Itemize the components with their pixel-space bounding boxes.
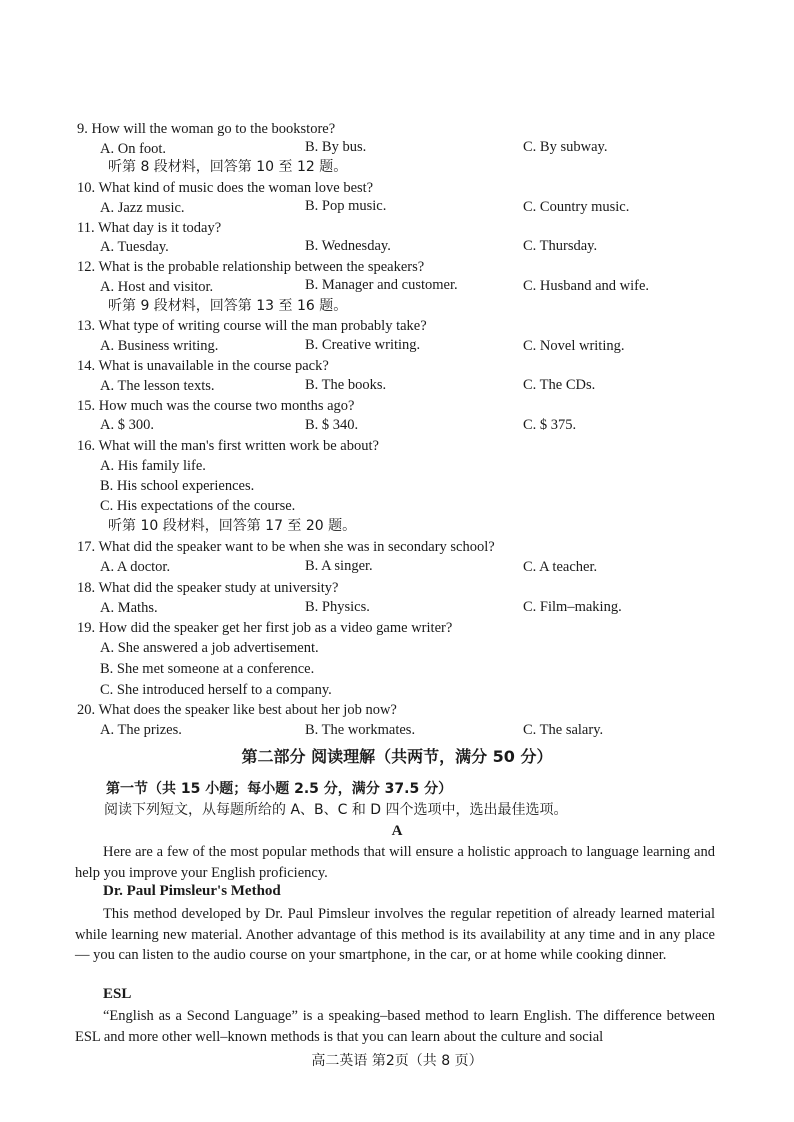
reading-directions: 阅读下列短文，从每题所给的 A、B、C 和 D 四个选项中，选出最佳选项。	[104, 802, 568, 818]
option-15c: C. $ 375.	[523, 417, 577, 433]
passage-paragraph-pimsleur	[75, 904, 715, 966]
option-10b: B. Pop music.	[305, 198, 387, 214]
section1-heading: 第一节（共 15 小题；每小题 2.5 分，满分 37.5 分）	[106, 781, 453, 797]
question-9: 9. How will the woman go to the bookstore?	[77, 121, 336, 137]
option-9a: A. On foot.	[100, 141, 167, 157]
option-19c: C. She introduced herself to a company.	[100, 682, 332, 698]
question-16: 16. What will the man's first written work be about?	[77, 438, 379, 454]
option-20a: A. The prizes.	[100, 722, 182, 738]
option-17c: C. A teacher.	[523, 559, 598, 575]
option-13b: B. Creative writing.	[305, 337, 421, 353]
option-16c: C. His expectations of the course.	[100, 498, 296, 514]
passage-label: A	[391, 823, 403, 839]
option-11b: B. Wednesday.	[305, 238, 391, 254]
option-19a: A. She answered a job advertisement.	[100, 640, 319, 656]
esl-text: “English as a Second Language” is a speaking–based method to learn English. The difference between ESL and more other well–known methods is that you can learn about the culture and social	[75, 1008, 715, 1045]
option-12c: C. Husband and wife.	[523, 278, 650, 294]
instruction-material-9: 听第 9 段材料，回答第 13 至 16 题。	[108, 298, 348, 314]
option-12b: B. Manager and customer.	[305, 277, 458, 293]
question-14: 14. What is unavailable in the course pack?	[77, 358, 329, 374]
passage-paragraph-esl	[75, 1006, 715, 1047]
part2-title: 第二部分 阅读理解（共两节，满分 50 分）	[241, 747, 553, 766]
question-17: 17. What did the speaker want to be when she was in secondary school?	[77, 539, 495, 555]
question-13: 13. What type of writing course will the man probably take?	[77, 318, 427, 334]
option-11a: A. Tuesday.	[100, 239, 169, 255]
option-11c: C. Thursday.	[523, 238, 598, 254]
question-19: 19. How did the speaker get her first job as a video game writer?	[77, 620, 453, 636]
option-9c: C. By subway.	[523, 139, 608, 155]
instruction-material-8: 听第 8 段材料，回答第 10 至 12 题。	[108, 159, 348, 175]
option-9b: B. By bus.	[305, 139, 367, 155]
instruction-material-10: 听第 10 段材料，回答第 17 至 20 题。	[108, 518, 357, 534]
option-18c: C. Film–making.	[523, 599, 622, 615]
option-15a: A. $ 300.	[100, 417, 154, 433]
option-16b: B. His school experiences.	[100, 478, 255, 494]
option-10a: A. Jazz music.	[100, 200, 185, 216]
option-13a: A. Business writing.	[100, 338, 219, 354]
pimsleur-text: This method developed by Dr. Paul Pimsleur involves the regular repetition of already learned material while learning new material. Another advantage of this method is its availability at any time and in any place — you can listen to the audio course on your smartphone, in the car, or at home while cooking dinner.	[75, 906, 715, 963]
option-13c: C. Novel writing.	[523, 338, 625, 354]
option-14a: A. The lesson texts.	[100, 378, 215, 394]
option-20b: B. The workmates.	[305, 722, 416, 738]
question-20: 20. What does the speaker like best about her job now?	[77, 702, 397, 718]
page-footer: 高二英语 第2页（共 8 页）	[311, 1053, 483, 1069]
option-14c: C. The CDs.	[523, 377, 596, 393]
option-20c: C. The salary.	[523, 722, 604, 738]
option-14b: B. The books.	[305, 377, 387, 393]
question-18: 18. What did the speaker study at university?	[77, 580, 339, 596]
option-16a: A. His family life.	[100, 458, 206, 474]
option-18b: B. Physics.	[305, 599, 370, 615]
option-15b: B. $ 340.	[305, 417, 359, 433]
question-11: 11. What day is it today?	[77, 220, 222, 236]
option-12a: A. Host and visitor.	[100, 279, 214, 295]
option-10c: C. Country music.	[523, 199, 630, 215]
option-18a: A. Maths.	[100, 600, 158, 616]
method-heading-esl: ESL	[103, 986, 132, 1002]
option-19b: B. She met someone at a conference.	[100, 661, 315, 677]
question-15: 15. How much was the course two months ago?	[77, 398, 355, 414]
question-12: 12. What is the probable relationship between the speakers?	[77, 259, 425, 275]
passage-intro-text: Here are a few of the most popular methods that will ensure a holistic approach to language learning and help you improve your English proficiency.	[75, 844, 715, 881]
passage-intro	[75, 842, 715, 883]
question-10: 10. What kind of music does the woman love best?	[77, 180, 374, 196]
method-heading-pimsleur: Dr. Paul Pimsleur's Method	[103, 883, 281, 899]
option-17a: A. A doctor.	[100, 559, 171, 575]
option-17b: B. A singer.	[305, 558, 373, 574]
